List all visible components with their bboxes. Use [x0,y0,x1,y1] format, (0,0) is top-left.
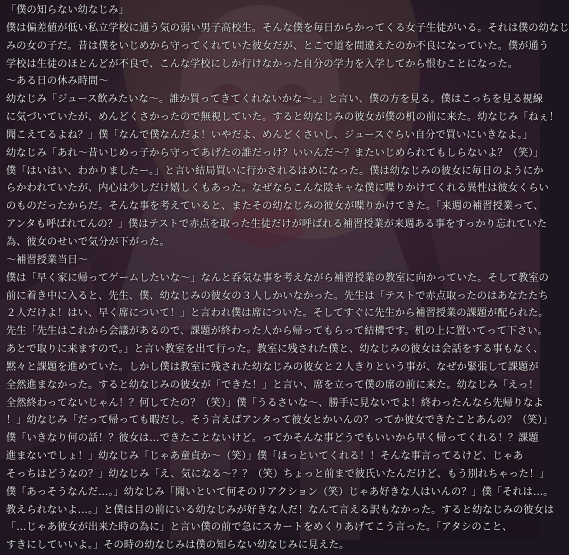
scene-heading: 〜ある日の休み時間〜 [6,76,109,88]
story-line: 幼なじみ「ジュース飲みたいな〜。誰か買ってきてくれないかな〜。」と言い、僕の方を見る。僕はこっちを見る視線 [6,94,543,106]
story-line: のものだったからだ。そんな事を考えていると、またその幼なじみの彼女が喋りかけてきた。「来週の補習授業って、 [6,201,544,213]
story-title: 「僕の知らない幼なじみ」 [6,5,129,16]
story-line: 「…じゃあ彼女が出来た時の為に」と言い僕の前で急にスカートをめくりあげてこう言った。「アタシのこと、 [6,522,513,534]
story-line: 全然終わってないじゃん！？何してたの？（笑）」僕「うるさいな〜、勝手に見ないでよ！終わったんなら先帰りなよ [6,397,544,409]
story-line: ！」幼なじみ「だって帰っても暇だし。そう言えばアンタって彼女とかいんの？ってか彼女できたことあんの？（笑）」 [6,415,553,427]
story-line: みの女の子だ。昔は僕をいじめから守ってくれていた彼女だが、とこで道を間違えたのか不良になっていた。僕が通う [6,40,549,52]
story-line: 僕「あっそうなんだ…。」幼なじみ「聞いといて何そのリアクション（笑）じゃあ好きな人はいんの？」僕「それは…。 [6,486,554,498]
scene-heading: 〜補習授業当日〜 [6,254,88,266]
story-line: 僕は「早く家に帰ってゲームしたいな〜」なんと呑気な事を考えながら補習授業の教室に向かっていた。そして教室の [6,272,549,284]
story-line: 黙々と課題を進めていた。しかし僕は教室に残された幼なじみの彼女と２人きりという事が、なぜか緊張して課題が [6,361,539,373]
story-line: 教えられないよ…。」と僕は目の前にいる幼なじみが好きな人だ！なんて言える訳もなかった。すると幼なじみの彼女は [6,504,555,516]
story-line: 幼なじみ「あれ〜昔いじめっ子から守ってあげたの誰だっけ？いいんだ〜？またいじめられてもしらないよ？（笑）」 [6,147,544,159]
story-line: すきにしていいよ。」その時の幼なじみは僕の知らない幼なじみに見えた。 [6,540,350,552]
story-line: ２人だけよ！はい、早く席について！」と言われ僕は席についた。そしてすぐに先生から補習授業の課題が配られた。 [6,308,549,320]
story-line: に気づいていたが、めんどくさかったので無視していた。すると幼なじみの彼女が僕の机の前に来た。幼なじみ「ねぇ！ [6,112,560,124]
story-line: 僕は偏差値が低い私立学校に通う気の弱い男子高校生。そんな僕を毎日からかってくる女子生徒がいる。それは僕の幼なじ [6,22,569,34]
story-line: 学校は生徒のほとんどが不良で、こんな学校にしか行けなかった自分の学力を入学してから恨むことになった。 [6,58,518,70]
story-line: 全然進まなかった。すると幼なじみの彼女が「できた！」と言い、席を立って僕の席の前に来た。幼なじみ「えっ！ [6,379,539,391]
story-line: 僕「はいはい、わかりましたー。」と言い結局買いに行かされるはめになった。僕は幼なじみの彼女に毎日のようにか [6,165,544,177]
story-text [6,2,569,555]
story-line: あとで取りに来ますので。」と言い教室を出て行った。教室に残された僕と、幼なじみの彼女は会話をする事もなく、 [6,344,544,356]
story-line: 前に着き中に入ると、先生、僕、幼なじみの彼女の３人しかいなかった。先生は「テストで赤点取ったのはあなたたち [6,290,549,302]
story-line: 僕「いきなり何の話！？彼女は…できたことないけど。ってかそんな事どうでもいいから早く帰ってくれる！？課題 [6,433,539,445]
story-line: そっちはどうなの？」幼なじみ「え、気になる〜？？（笑）ちょっと前まで彼氏いたんだけど、もう別れちゃった！」 [6,468,550,480]
story-line: アンタも呼ばれてんの？」僕はテストで赤点を取った生徒だけが呼ばれる補習授業が来週ある事をすっかり忘れていた [6,219,548,231]
story-line: 聞こえてるよね？」僕「なんで僕なんだよ！いやだよ、めんどくさいし、ジュースぐらい自分で買いにいきなよ。」 [6,129,533,141]
story-line: 為、彼女のせいで気分が下がった。 [6,236,170,248]
story-line: らかわれていたが、内心は少しだけ嬉しくもあった。なぜならこんな陰キャな僕に喋りかけてくれる異性は彼女くらい [6,183,549,195]
story-line: 先生「先生はこれから会議があるので、課題が終わった人から帰ってもらって結構です。机の上に置いてって下さい。 [6,326,548,338]
story-line: 進まないでしょ！」幼なじみ「じゃあ童貞か〜（笑）」僕「ほっといてくれる！！そんな事言ってるけど、じゃあ [6,451,524,463]
